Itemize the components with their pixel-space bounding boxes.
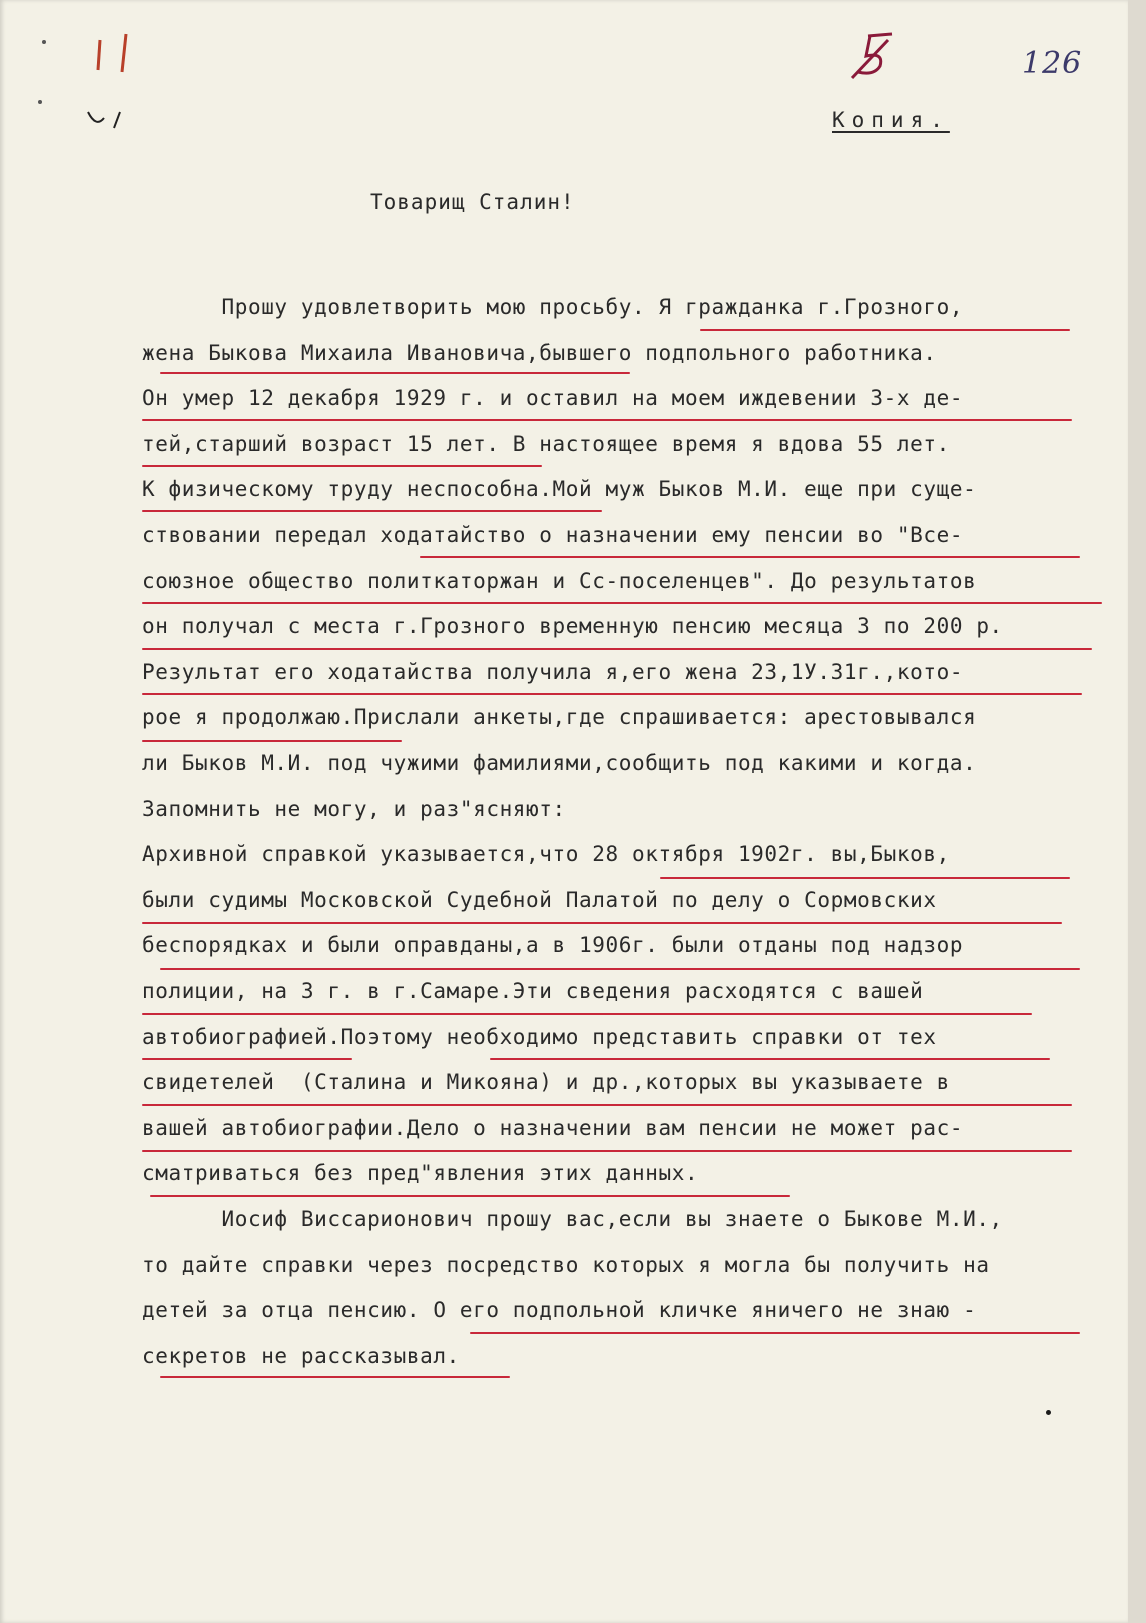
red-underline xyxy=(142,1058,352,1060)
letter-line: он получал с места г.Грозного временную пенсию месяца 3 по 200 р. xyxy=(142,614,1003,638)
red-underline xyxy=(700,329,1070,331)
letter-line: беспорядках и были оправданы,а в 1906г. были отданы под надзор xyxy=(142,933,964,957)
red-underline xyxy=(142,419,1072,421)
binding-mark xyxy=(98,40,100,70)
letter-line: тей,старший возраст 15 лет. В настоящее время я вдова 55 лет. xyxy=(142,432,950,456)
letter-line: сматриваться без пред"явления этих данных. xyxy=(142,1161,699,1185)
red-underline xyxy=(142,465,542,467)
red-underline xyxy=(142,602,1102,604)
letter-line: Результат его ходатайства получила я,его жена 23,1У.31г.,кото- xyxy=(142,660,964,684)
copy-label-text: Копия. xyxy=(832,108,950,132)
greeting: Товарищ Сталин! xyxy=(370,190,575,214)
red-underline xyxy=(160,968,1080,970)
letter-line: К физическому труду неспособна.Мой муж Быков М.И. еще при суще- xyxy=(142,477,977,501)
red-underline xyxy=(660,877,1070,879)
ink-speck xyxy=(1046,1410,1051,1415)
folio-number: 126 xyxy=(1022,46,1083,81)
letter-line: Иосиф Виссарионович прошу вас,если вы знаете о Быкове М.И., xyxy=(142,1207,1003,1231)
red-underline xyxy=(142,693,1082,695)
letter-line: ли Быков М.И. под чужими фамилиями,сообщить под какими и когда. xyxy=(142,751,977,775)
red-underline xyxy=(160,1376,510,1378)
letter-line: Архивной справкой указывается,что 28 октября 1902г. вы,Быков, xyxy=(142,842,950,866)
letter-line: вашей автобиографии.Дело о назначении вам пенсии не может рас- xyxy=(142,1116,964,1140)
letter-line: Запомнить не могу, и раз"ясняют: xyxy=(142,797,566,821)
letter-line: рое я продолжаю.Прислали анкеты,где спрашивается: арестовывался xyxy=(142,705,977,729)
red-underline xyxy=(142,1150,1072,1152)
binding-mark xyxy=(122,34,126,72)
letter-line: то дайте справки через посредство которых я могла бы получить на xyxy=(142,1253,990,1277)
hole-mark xyxy=(38,100,42,104)
hole-mark xyxy=(42,40,46,44)
letter-line: были судимы Московской Судебной Палатой по делу о Сормовских xyxy=(142,888,937,912)
letter-line: автобиографией.Поэтому необходимо представить справки от тех xyxy=(142,1025,937,1049)
red-underline xyxy=(490,1058,1050,1060)
letter-line: ствовании передал ходатайство о назначении ему пенсии во "Все- xyxy=(142,523,964,547)
red-underline xyxy=(142,740,402,742)
red-underline xyxy=(420,556,1080,558)
red-underline xyxy=(142,648,1092,650)
letter-line: Он умер 12 декабря 1929 г. и оставил на моем иждевении 3-х де- xyxy=(142,386,964,410)
letter-line: секретов не рассказывал. xyxy=(142,1344,460,1368)
letter-line: детей за отца пенсию. О его подпольной кличке яничего не знаю - xyxy=(142,1298,977,1322)
red-underline xyxy=(160,372,630,374)
red-underline xyxy=(142,1013,1032,1015)
letter-line: жена Быкова Михаила Ивановича,бывшего подпольного работника. xyxy=(142,341,937,365)
binding-mark xyxy=(114,112,120,128)
binding-mark xyxy=(88,112,104,122)
red-underline xyxy=(150,1195,790,1197)
red-underline xyxy=(142,922,1062,924)
red-underline xyxy=(142,510,602,512)
letter-line: свидетелей (Сталина и Микояна) и др.,которых вы указываете в xyxy=(142,1070,950,1094)
letter-line: полиции, на 3 г. в г.Самаре.Эти сведения расходятся с вашей xyxy=(142,979,924,1003)
letter-line: союзное общество политкаторжан и Сс-поселенцев". До результатов xyxy=(142,569,977,593)
red-underline xyxy=(142,1104,1072,1106)
copy-label xyxy=(832,108,950,132)
letter-line: Прошу удовлетворить мою просьбу. Я гражданка г.Грозного, xyxy=(142,295,964,319)
red-underline xyxy=(470,1332,1080,1334)
